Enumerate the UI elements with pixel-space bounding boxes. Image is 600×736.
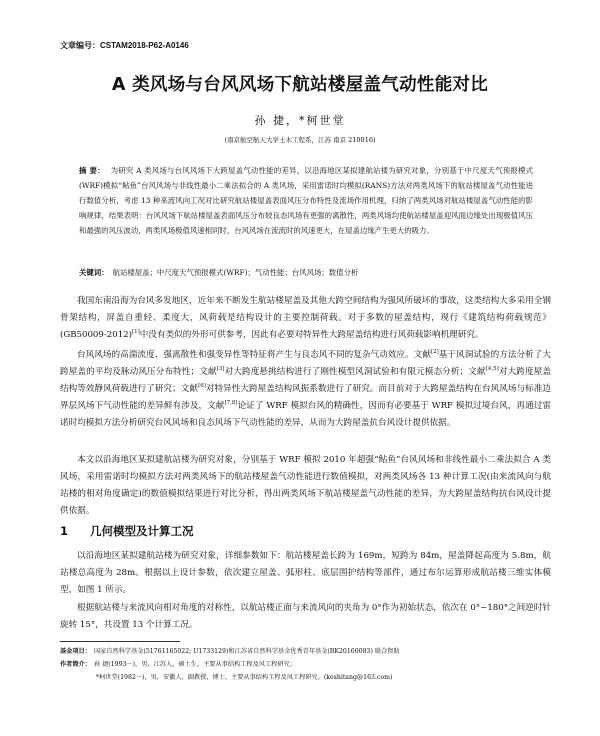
footnote-author-1 [60,658,551,671]
footnote-fund [60,645,551,658]
author-list: 孙 捷，*柯世堂 [254,114,346,127]
footnote-text: 孙 捷(1993－)，男，江苏人，硕士生，主要从事结构工程及风工程研究； [93,661,296,668]
abstract [79,163,533,238]
text-run: 论证了 WRF 模拟台风的精确性，因而有必要基于 WRF 模拟过境台风，再通过雷诺时均模拟方法分析研究台风风场和良态风场下气动性能的差异，从而为大跨屋盖抗台风设计提供依据。 [60,401,551,428]
paper-title: A 类风场与台风风场下航站楼屋盖气动性能对比 [111,75,489,95]
intro-paragraph-3 [60,452,551,520]
keywords-label: 关键词： [79,268,109,277]
text-run: 基于风洞试验的方法分析了大跨屋盖的平均及脉动风压分布特性；文献 [60,350,551,377]
section-title: 几何模型及计算工况 [90,524,194,538]
footnote-author-2 [60,671,551,684]
section-paragraph-1 [60,548,551,599]
footnote-text: 国家自然科学基金(51761165022; U1733129)和江苏省自然科学基金优秀青年基金(BK20160083) 联合资助 [93,648,400,655]
paragraph-text: 根据航站楼与来流风向相对角度的对称性，以航站楼正面与来流风向的夹角为 0°作为初始状态，依次在 0°~180°之间逆时针旋转 15°，共设置 13 个计算工况。 [60,603,551,630]
citation: [6] [198,383,206,390]
article-number: 文章编号：CSTAM2018-P62-A0146 [60,41,189,50]
keywords-text: 航站楼屋盖；中尺度天气预报模式(WRF)；气动性能；台风风场；数值分析 [112,268,359,277]
footnotes [60,645,551,684]
text-run: 对特异性大跨屋盖结构风振系数进行了研究。而目前对于大跨屋盖结构在台风风场与标准边界层风场下气动性能的差异鲜有涉及，文献 [60,384,551,411]
intro-paragraph-2 [60,347,551,432]
text-run: 中没有类似的外形可供参考，因此有必要对特异性大跨屋盖结构进行风荷载影响机理研究。 [139,330,484,340]
text-run: 我国东南沿海为台风多发地区，近年来不断发生航站楼屋盖及其他大跨空间结构为强风所破坏的事故，这类结构大多采用全钢骨架结构，屏盖自重轻、柔度大，风荷载是结构设计的主要控制荷载。对于多数的屋盖结构，现行《建筑结构荷载规范》(GB50009-2012) [60,296,551,340]
footnote-divider [60,641,180,642]
section-heading-1 [60,523,194,539]
citation: [3] [216,366,225,373]
section-paragraph-2 [60,600,551,634]
citation: [2] [430,349,439,356]
footnote-label: 基金项目： [60,648,91,655]
citation: [1] [132,329,140,336]
abstract-label: 摘 要： [79,166,105,175]
keywords [79,265,533,280]
text-run: 台风风场的高湍流度、强离散性和强变异性等特征将产生与良态风不同的复杂气动效应。文献 [77,350,431,360]
text-run: 对大跨度悬挑结构进行了刚性模型风洞试验和有限元模态分析；文献 [224,367,486,377]
paragraph-text: 以沿海地区某拟建航站楼为研究对象，详细参数如下：航站楼屋盖长跨为 169m，短跨为 84m，屋盖降起高度为 5.8m，航站楼总高度为 28m。根据以上设计参数，依次建立屋盖、弧形柱、底层围护结构等部件，通过布尔运算形成航站楼三维实体模型，如图 1 所示。 [60,551,551,595]
section-number: 1 [60,524,69,538]
text-run: 对大跨度屋盖结构等效静风荷载进行了研究；文献 [60,367,551,394]
abstract-text: 为研究 A 类风场与台风风场下大跨屋盖气动性能的差异，以沿海地区某拟建航站楼为研究对象，分别基于中尺度天气预报模式(WRF)模拟“鲇鱼”台风风场与非线性最小二乘法拟合的 A 类风场，采用雷诺时均模拟(RANS)方法对两类风场下的航站楼屋盖气动性能进行数值分析，考虑 13 种来流风向工况对比研究航站楼屋盖表面风压分布特性及流场作用机理，归纳了两类风场对航站楼屋盖气动性能的影响规律，结果表明：台风风场下航站楼屋盖表面风压分布较良态风场有更强的离散性，两类风场均使航站楼屋盖迎风面边缘处出现极值风压和最强的风压波动，两类风场极值风速相同时，台风风场在流流时的风速更大，在屋盖边缘产生更大的吸力。 [79,166,533,236]
affiliation: (南京航空航天大学土木工程系，江苏 南京 210016) [224,136,376,144]
paragraph-text: 本文以沿海地区某拟建航站楼为研究对象，分别基于 WRF 模拟 2010 年超强“鲇鱼”台风风场和非线性最小二乘法拟合 A 类风场，采用雷诺时均模拟方法对两类风场下的航站楼屋盖气动性能进行数值模拟，对两类风场各 13 种计算工况(由来流风向与航站楼的相对角度确定)的数值模拟结果进行对比分析，得出两类风场下航站楼屋盖气动性能的差异，为大跨屋盖结构抗台风设计提供依据。 [60,455,551,516]
footnote-text: *柯世堂(1982－)，男，安徽人，副教授，博士，主要从事结构工程及风工程研究。(keshitang@163.com) [96,674,393,681]
intro-paragraph-1 [60,293,551,344]
citation: [7,8] [224,400,238,407]
footnote-label: 作者简介： [60,661,91,668]
citation: [4,5] [485,366,499,373]
